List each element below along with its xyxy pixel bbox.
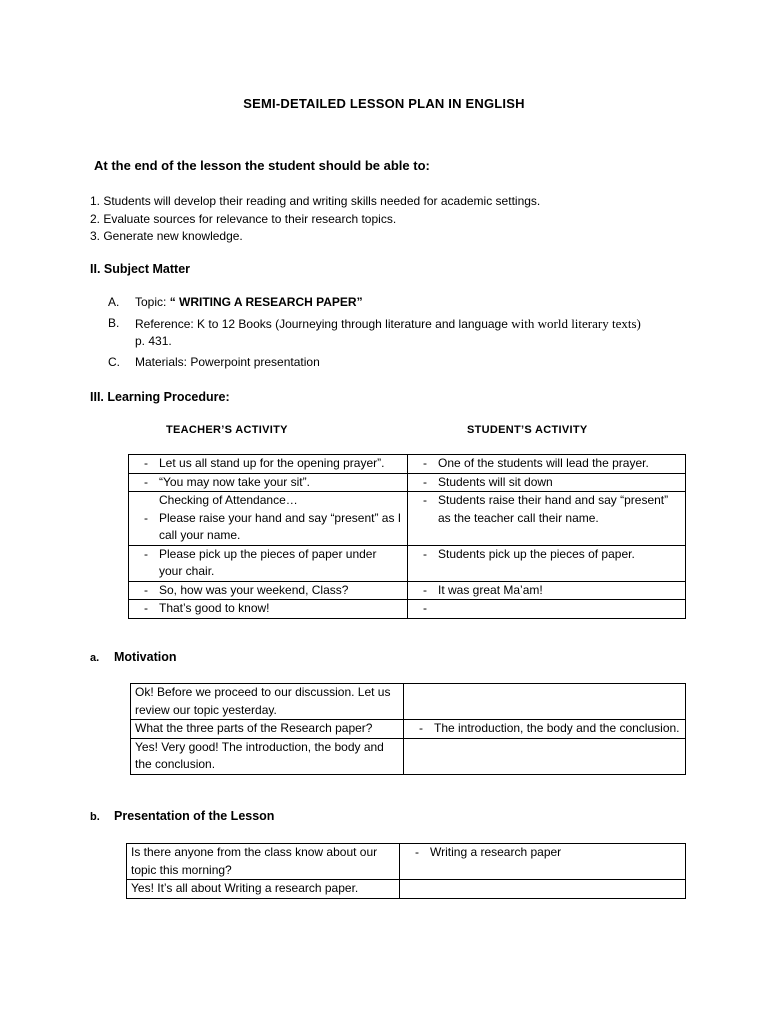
dash: - (144, 456, 148, 470)
objectives-list (90, 193, 540, 246)
teacher-cell: Yes! It’s all about Writing a research paper. (127, 880, 400, 899)
student-cell: It was great Ma’am! (438, 582, 543, 597)
procedure-table (128, 454, 686, 619)
table-row (129, 473, 686, 492)
table-row (129, 492, 686, 546)
student-cell: The introduction, the body and the conclusion. (434, 721, 680, 735)
table-row (131, 720, 686, 739)
reference-serif: with world literary texts) (511, 316, 641, 331)
student-activity-header: STUDENT’S ACTIVITY (467, 424, 588, 436)
dash: - (144, 546, 148, 561)
teacher-cell: Checking of Attendance… (159, 493, 298, 507)
objective-item: 2. Evaluate sources for relevance to their research topics. (90, 211, 397, 226)
table-row (131, 738, 686, 774)
teacher-cell: What the three parts of the Research paper? (131, 720, 404, 739)
dash: - (419, 721, 423, 735)
table-row (127, 844, 686, 880)
table-row (127, 880, 686, 899)
motivation-title: Motivation (114, 650, 177, 664)
table-row (129, 545, 686, 581)
dash (133, 492, 159, 510)
teacher-cell: Ok! Before we proceed to our discussion. Let us review our topic yesterday. (131, 684, 404, 720)
topic-label: Topic: (135, 295, 170, 309)
objective-item: 3. Generate new knowledge. (90, 229, 243, 243)
dash: - (423, 601, 427, 615)
objectives-heading: At the end of the lesson the student should be able to: (94, 158, 430, 173)
teacher-activity-header: TEACHER’S ACTIVITY (166, 424, 288, 436)
student-cell: Students will sit down (438, 474, 553, 489)
list-letter: C. (108, 355, 120, 369)
topic-value: “ WRITING A RESEARCH PAPER” (169, 295, 363, 309)
teacher-cell: Please raise your hand and say “present” as I call your name. (159, 510, 402, 542)
student-cell: One of the students will lead the prayer. (438, 456, 649, 470)
student-cell: Writing a research paper (430, 845, 562, 859)
student-cell: Students pick up the pieces of paper. (438, 546, 635, 561)
subject-matter-materials (108, 354, 695, 371)
objective-item: 1. Students will develop their reading and writing skills needed for academic settings. (90, 194, 541, 208)
presentation-table (126, 843, 686, 899)
subject-matter-list (108, 294, 695, 375)
materials-text: Materials: Powerpoint presentation (135, 355, 320, 369)
dash: - (423, 546, 427, 561)
section-marker: a. (90, 652, 100, 664)
teacher-cell: Let us all stand up for the opening prayer”. (159, 456, 385, 470)
reference-page: p. 431. (135, 334, 172, 348)
motivation-heading (90, 650, 177, 664)
dash: - (415, 845, 419, 859)
subject-matter-heading: II. Subject Matter (90, 262, 191, 276)
dash: - (423, 474, 427, 489)
dash: - (423, 493, 427, 507)
table-row (129, 600, 686, 619)
reference-label: Reference: K to 12 Books (Journeying through literature and language (135, 317, 512, 331)
learning-procedure-heading: III. Learning Procedure: (90, 390, 230, 404)
teacher-cell: That’s good to know! (159, 601, 270, 615)
motivation-table (130, 683, 686, 775)
list-letter: B. (108, 316, 120, 330)
table-row (129, 581, 686, 600)
table-row (131, 684, 686, 720)
subject-matter-reference (108, 315, 695, 350)
presentation-title: Presentation of the Lesson (114, 809, 275, 823)
student-cell: Students raise their hand and say “present” as the teacher call their name. (438, 493, 669, 525)
table-row (129, 455, 686, 474)
teacher-cell: Please pick up the pieces of paper under your chair. (159, 546, 377, 578)
dash: - (144, 582, 148, 597)
teacher-cell: “You may now take your sit”. (159, 474, 310, 489)
dash: - (144, 601, 148, 615)
dash: - (423, 456, 427, 470)
dash: - (144, 510, 148, 525)
list-letter: A. (108, 295, 120, 309)
section-marker: b. (90, 811, 100, 823)
student-cell (438, 600, 681, 618)
page-title: SEMI-DETAILED LESSON PLAN IN ENGLISH (243, 96, 525, 111)
teacher-cell: So, how was your weekend, Class? (159, 582, 349, 597)
presentation-heading (90, 809, 274, 823)
teacher-cell: Is there anyone from the class know about our topic this morning? (127, 844, 400, 880)
teacher-cell: Yes! Very good! The introduction, the body and the conclusion. (131, 738, 404, 774)
dash: - (423, 582, 427, 597)
subject-matter-topic (108, 294, 695, 311)
dash: - (144, 474, 148, 489)
